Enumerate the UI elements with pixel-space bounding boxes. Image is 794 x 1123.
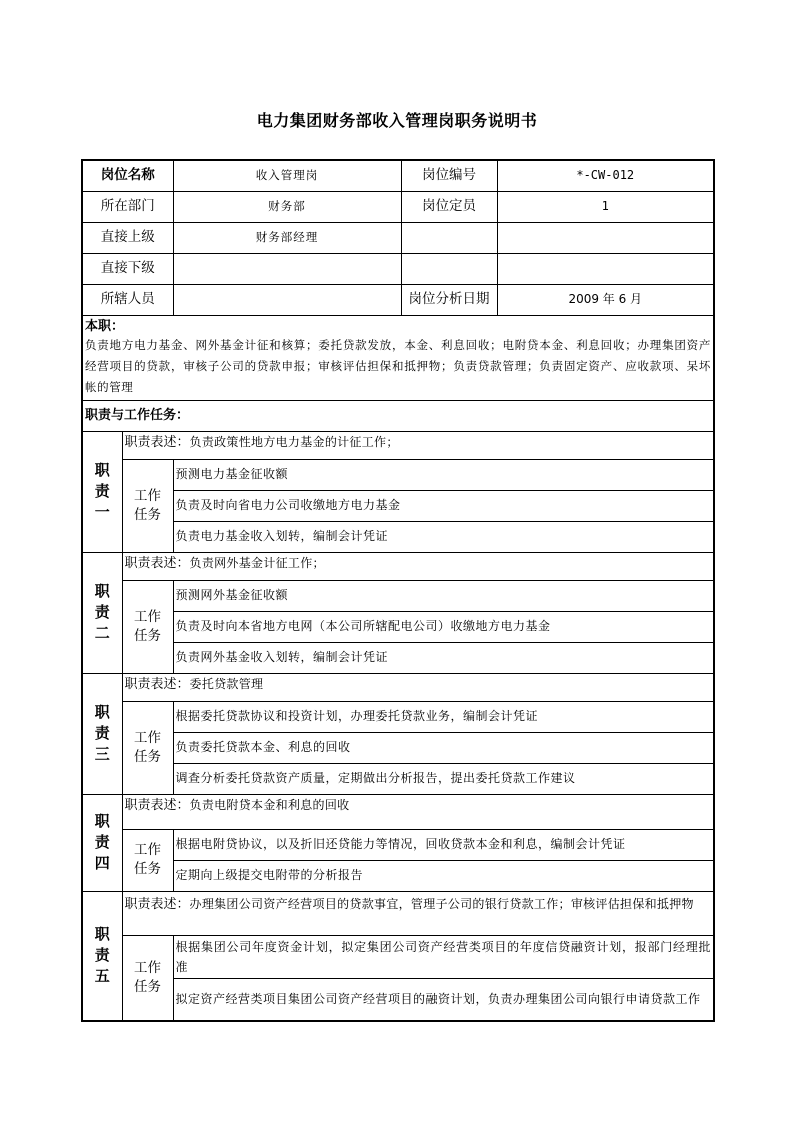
subordinate-label: 直接下级 bbox=[82, 253, 173, 284]
duty-description: 职责表述：办理集团公司资产经营项目的贷款事宜，管理子公司的银行贷款工作；审核评估担保和抵押物 bbox=[122, 891, 714, 935]
post-name-label: 岗位名称 bbox=[82, 160, 173, 191]
task-label: 工作 任务 bbox=[122, 580, 173, 673]
duty-desc-row bbox=[82, 673, 714, 701]
empty-cell bbox=[401, 253, 497, 284]
task-item: 根据电附贷协议，以及折旧还贷能力等情况，回收贷款本金和利息，编制会计凭证 bbox=[173, 829, 714, 860]
info-row-dept bbox=[82, 191, 714, 222]
task-item: 负责网外基金收入划转，编制会计凭证 bbox=[173, 642, 714, 673]
document-title: 电力集团财务部收入管理岗职务说明书 bbox=[256, 111, 538, 130]
duty-desc-row bbox=[82, 431, 714, 459]
task-row bbox=[82, 580, 714, 611]
task-row bbox=[82, 459, 714, 490]
quota-label: 岗位定员 bbox=[401, 191, 497, 222]
task-row bbox=[82, 521, 714, 552]
superior-label: 直接上级 bbox=[82, 222, 173, 253]
task-label: 工作 任务 bbox=[122, 459, 173, 552]
task-row bbox=[82, 732, 714, 763]
duty-label: 职 责 二 bbox=[82, 552, 122, 673]
empty-cell bbox=[497, 253, 714, 284]
dept-label: 所在部门 bbox=[82, 191, 173, 222]
task-row bbox=[82, 490, 714, 521]
duty-label: 职 责 三 bbox=[82, 673, 122, 794]
info-row-name bbox=[82, 160, 714, 191]
duties-heading-row bbox=[82, 400, 714, 431]
task-item: 预测网外基金征收额 bbox=[173, 580, 714, 611]
task-row bbox=[82, 701, 714, 732]
duty-description: 职责表述：负责政策性地方电力基金的计征工作； bbox=[122, 431, 714, 459]
task-label: 工作 任务 bbox=[122, 701, 173, 794]
info-row-superior bbox=[82, 222, 714, 253]
task-item: 负责电力基金收入划转，编制会计凭证 bbox=[173, 521, 714, 552]
task-row bbox=[82, 611, 714, 642]
duty-summary-row bbox=[82, 315, 714, 400]
dept-value: 财务部 bbox=[173, 191, 401, 222]
task-item: 根据集团公司年度资金计划，拟定集团公司资产经营类项目的年度信贷融资计划，报部门经理批准 bbox=[173, 935, 714, 978]
analysis-date-label: 岗位分析日期 bbox=[401, 284, 497, 315]
task-item: 定期向上级提交电附带的分析报告 bbox=[173, 860, 714, 891]
job-description-sheet bbox=[81, 159, 713, 1022]
task-row bbox=[82, 763, 714, 794]
task-item: 调查分析委托贷款资产质量，定期做出分析报告，提出委托贷款工作建议 bbox=[173, 763, 714, 794]
duty-description: 职责表述：委托贷款管理 bbox=[122, 673, 714, 701]
staff-label: 所辖人员 bbox=[82, 284, 173, 315]
task-row bbox=[82, 978, 714, 1021]
duty-summary-cell bbox=[82, 315, 714, 400]
duty-label: 职 责 四 bbox=[82, 794, 122, 891]
duty-label: 职 责 一 bbox=[82, 431, 122, 552]
duty-desc-row bbox=[82, 552, 714, 580]
empty-cell bbox=[497, 222, 714, 253]
empty-cell bbox=[401, 222, 497, 253]
task-item: 负责及时向本省地方电网（本公司所辖配电公司）收缴地方电力基金 bbox=[173, 611, 714, 642]
analysis-date-value: 2009 年 6 月 bbox=[497, 284, 714, 315]
post-no-value: *-CW-012 bbox=[497, 160, 714, 191]
duties-heading: 职责与工作任务： bbox=[82, 400, 714, 431]
duty-summary-text: 负责地方电力基金、网外基金计征和核算；委托贷款发放，本金、利息回收；电附贷本金、利息回收；办理集团资产经营项目的贷款，审核子公司的贷款申报；审核评估担保和抵押物；负责贷款管理；负责固定资产、应收款项、呆坏帐的管理 bbox=[85, 337, 711, 394]
task-item: 负责委托贷款本金、利息的回收 bbox=[173, 732, 714, 763]
subordinate-value bbox=[173, 253, 401, 284]
duty-label: 职 责 五 bbox=[82, 891, 122, 1021]
task-item: 预测电力基金征收额 bbox=[173, 459, 714, 490]
task-row bbox=[82, 829, 714, 860]
task-row bbox=[82, 860, 714, 891]
post-no-label: 岗位编号 bbox=[401, 160, 497, 191]
info-row-staff bbox=[82, 284, 714, 315]
task-label: 工作 任务 bbox=[122, 935, 173, 1021]
task-label: 工作 任务 bbox=[122, 829, 173, 891]
quota-value: 1 bbox=[497, 191, 714, 222]
duty-summary-heading: 本职： bbox=[85, 318, 125, 334]
post-name-value: 收入管理岗 bbox=[173, 160, 401, 191]
duty-description: 职责表述：负责网外基金计征工作； bbox=[122, 552, 714, 580]
job-description-table bbox=[81, 159, 715, 1022]
task-item: 负责及时向省电力公司收缴地方电力基金 bbox=[173, 490, 714, 521]
task-row bbox=[82, 935, 714, 978]
duty-description: 职责表述：负责电附贷本金和利息的回收 bbox=[122, 794, 714, 829]
superior-value: 财务部经理 bbox=[173, 222, 401, 253]
task-item: 拟定资产经营类项目集团公司资产经营项目的融资计划，负责办理集团公司向银行申请贷款工作 bbox=[173, 978, 714, 1021]
duty-desc-row bbox=[82, 794, 714, 829]
info-row-subordinate bbox=[82, 253, 714, 284]
task-row bbox=[82, 642, 714, 673]
staff-value bbox=[173, 284, 401, 315]
duty-desc-row bbox=[82, 891, 714, 935]
task-item: 根据委托贷款协议和投资计划，办理委托贷款业务，编制会计凭证 bbox=[173, 701, 714, 732]
